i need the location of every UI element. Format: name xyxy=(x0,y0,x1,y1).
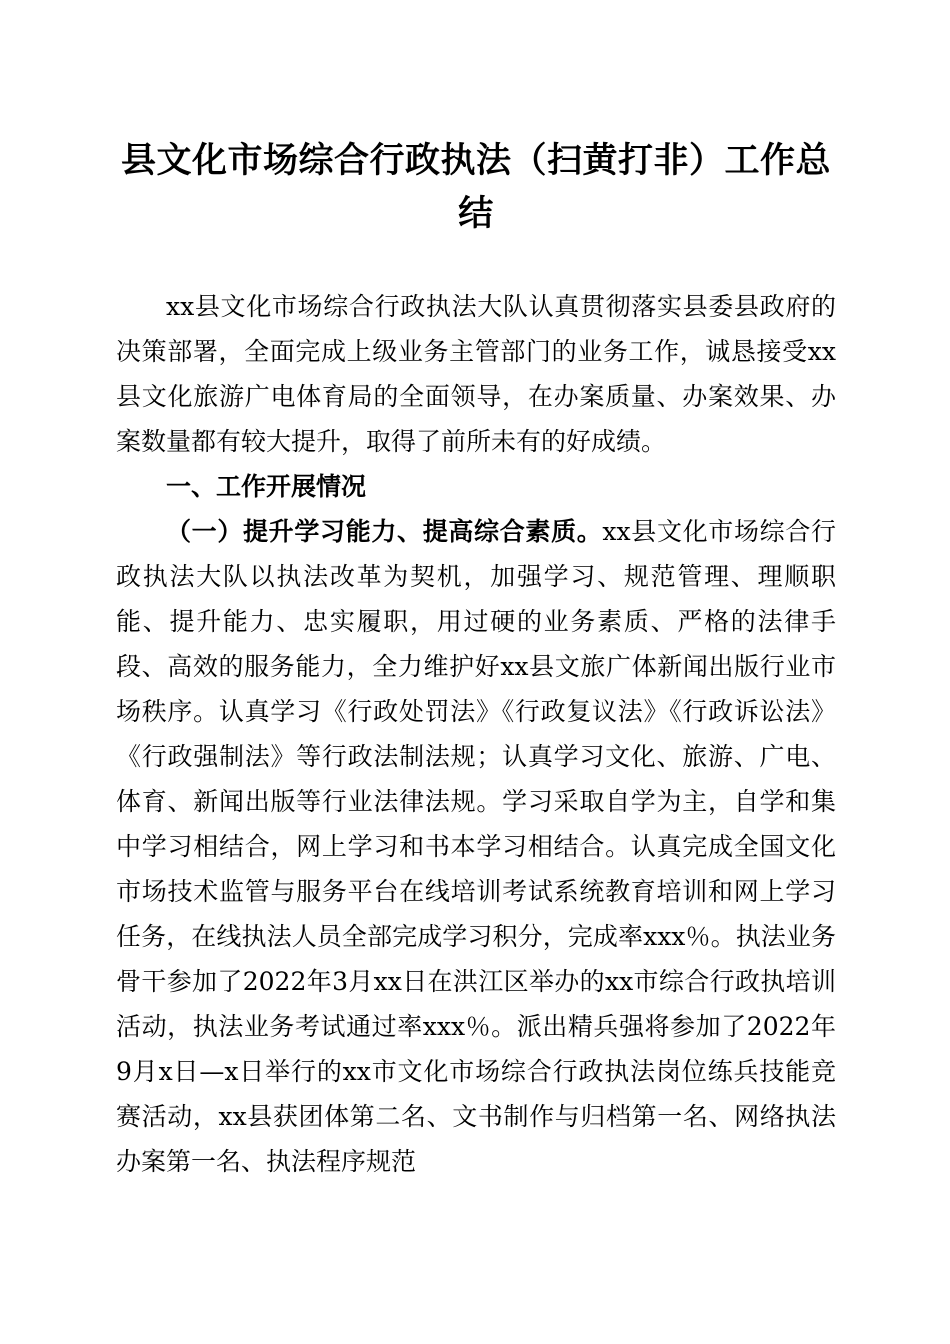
document-title: 县文化市场综合行政执法（扫黄打非）工作总结 xyxy=(120,140,831,234)
subsection-paragraph-1 xyxy=(116,509,836,1184)
section-heading-1: 一、工作开展情况 xyxy=(166,472,367,501)
document-content xyxy=(116,134,836,1184)
subsection-body-text: xx县文化市场综合行政执法大队以执法改革为契机，加强学习、规范管理、理顺职能、提升能力、忠实履职，用过硬的业务素质、严格的法律手段、高效的服务能力，全力维护好xx县文旅广体新闻出版行业市场秩序。认真学习《行政处罚法》《行政复议法》《行政诉讼法》《行政强制法》等行政法制法规；认真学习文化、旅游、广电、体育、新闻出版等行业法律法规。学习采取自学为主，自学和集中学习相结合，网上学习和书本学习相结合。认真完成全国文化市场技术监管与服务平台在线培训考试系统教育培训和网上学习任务，在线执法人员全部完成学习积分，完成率xxx％。执法业务骨干参加了2022年3月xx日在洪江区举办的xx市综合行政执培训活动，执法业务考试通过率xxx％。派出精兵强将参加了2022年9月x日—x日举行的xx市文化市场综合行政执法岗位练兵技能竞赛活动，xx县获团体第二名、文书制作与归档第一名、网络执法办案第一名、执法程序规范 xyxy=(116,517,836,1176)
subsection-lead-in: （一）提升学习能力、提高综合素质。 xyxy=(166,517,603,546)
intro-paragraph: xx县文化市场综合行政执法大队认真贯彻落实县委县政府的决策部署，全面完成上级业务主管部门的业务工作，诚恳接受xx县文化旅游广电体育局的全面领导，在办案质量、办案效果、办案数量都有较大提升，取得了前所未有的好成绩。 xyxy=(116,292,836,456)
